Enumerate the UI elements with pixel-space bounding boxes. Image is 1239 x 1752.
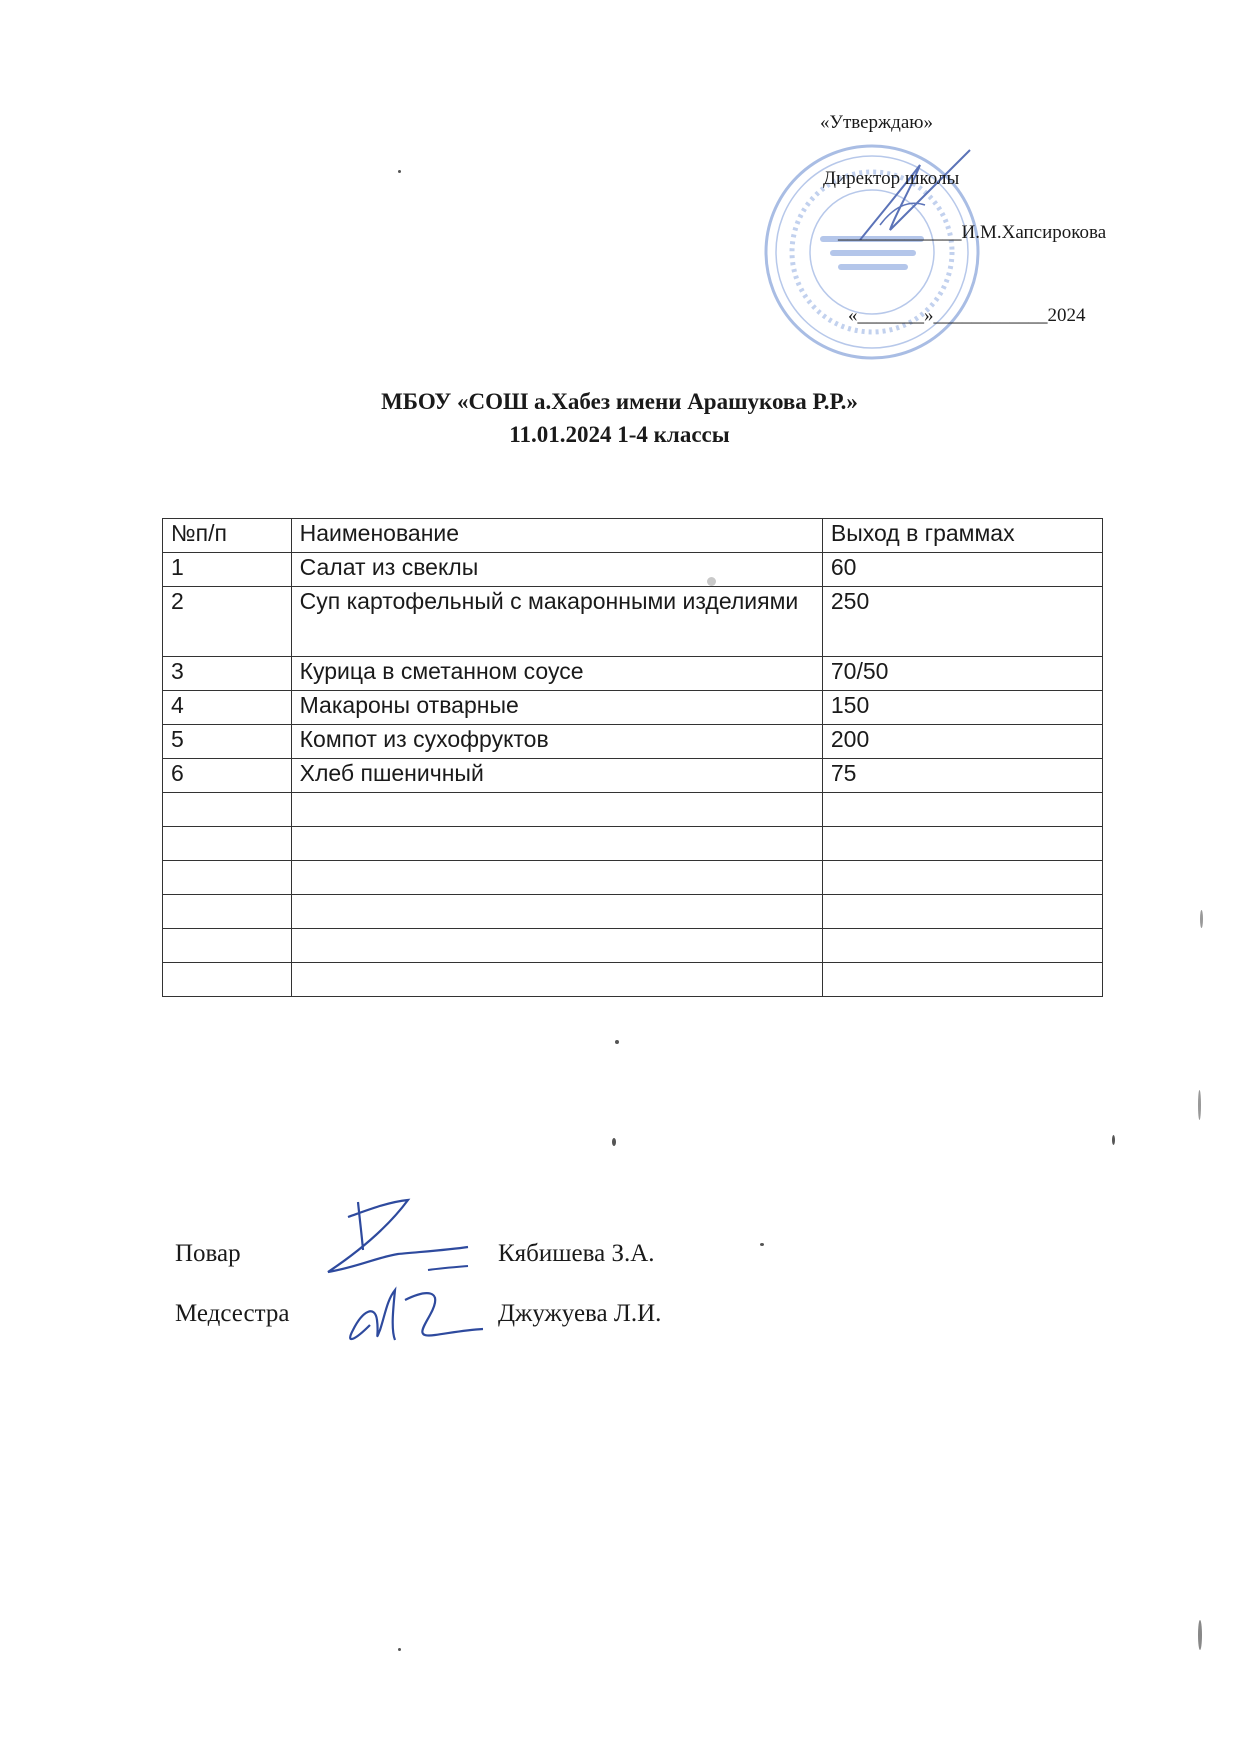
- date-classes: 11.01.2024 1-4 классы: [509, 422, 730, 447]
- header-name: Наименование: [291, 519, 822, 553]
- row-yield: 60: [822, 553, 1102, 587]
- cook-role: Повар: [175, 1240, 241, 1267]
- org-title: МБОУ «СОШ а.Хабез имени Арашукова Р.Р.»: [381, 389, 858, 414]
- empty-row: [163, 929, 1103, 963]
- header-yield: Выход в граммах: [822, 519, 1102, 553]
- nurse-role: Медсестра: [175, 1300, 290, 1327]
- scan-speck: [615, 1040, 619, 1044]
- scan-speck: [1112, 1135, 1115, 1145]
- row-yield: 150: [822, 691, 1102, 725]
- scan-speck: [760, 1243, 764, 1246]
- empty-row: [163, 895, 1103, 929]
- table-row: [163, 759, 1103, 793]
- row-yield: 70/50: [822, 657, 1102, 691]
- nurse-signature: [335, 1280, 495, 1350]
- menu-table: [162, 518, 1103, 997]
- row-yield: 250: [822, 587, 1102, 657]
- approval-date: «_______»____________2024: [848, 305, 1086, 326]
- row-number: 5: [163, 725, 292, 759]
- table-row: [163, 657, 1103, 691]
- table-row: [163, 553, 1103, 587]
- row-name: Компот из сухофруктов: [291, 725, 822, 759]
- row-number: 4: [163, 691, 292, 725]
- row-name: Салат из свеклы: [291, 553, 822, 587]
- empty-row: [163, 963, 1103, 997]
- table-row: [163, 725, 1103, 759]
- empty-row: [163, 793, 1103, 827]
- scan-speck: [707, 577, 716, 586]
- scan-speck: [398, 170, 401, 173]
- row-yield: 200: [822, 725, 1102, 759]
- scan-speck: [1198, 1090, 1201, 1120]
- nurse-name: Джужуева Л.И.: [498, 1300, 662, 1327]
- row-number: 6: [163, 759, 292, 793]
- scan-speck: [1200, 910, 1203, 928]
- scan-speck: [1198, 1620, 1202, 1650]
- row-name: Хлеб пшеничный: [291, 759, 822, 793]
- row-name: Суп картофельный с макаронными изделиями: [291, 587, 822, 657]
- header-number: №п/п: [163, 519, 292, 553]
- approval-heading: «Утверждаю»: [820, 112, 933, 133]
- scan-speck: [398, 1648, 401, 1651]
- table-header-row: [163, 519, 1103, 553]
- row-name: Макароны отварные: [291, 691, 822, 725]
- row-number: 2: [163, 587, 292, 657]
- row-yield: 75: [822, 759, 1102, 793]
- scan-speck: [612, 1138, 616, 1146]
- empty-row: [163, 861, 1103, 895]
- empty-row: [163, 827, 1103, 861]
- cook-name: Кябишева З.А.: [498, 1240, 655, 1267]
- table-row: [163, 587, 1103, 657]
- table-row: [163, 691, 1103, 725]
- row-number: 1: [163, 553, 292, 587]
- approval-position: Директор школы: [823, 168, 960, 189]
- row-name: Курица в сметанном соусе: [291, 657, 822, 691]
- approval-signatory: _____________И.М.Хапсирокова: [838, 222, 1107, 243]
- cook-signature: [318, 1192, 478, 1282]
- row-number: 3: [163, 657, 292, 691]
